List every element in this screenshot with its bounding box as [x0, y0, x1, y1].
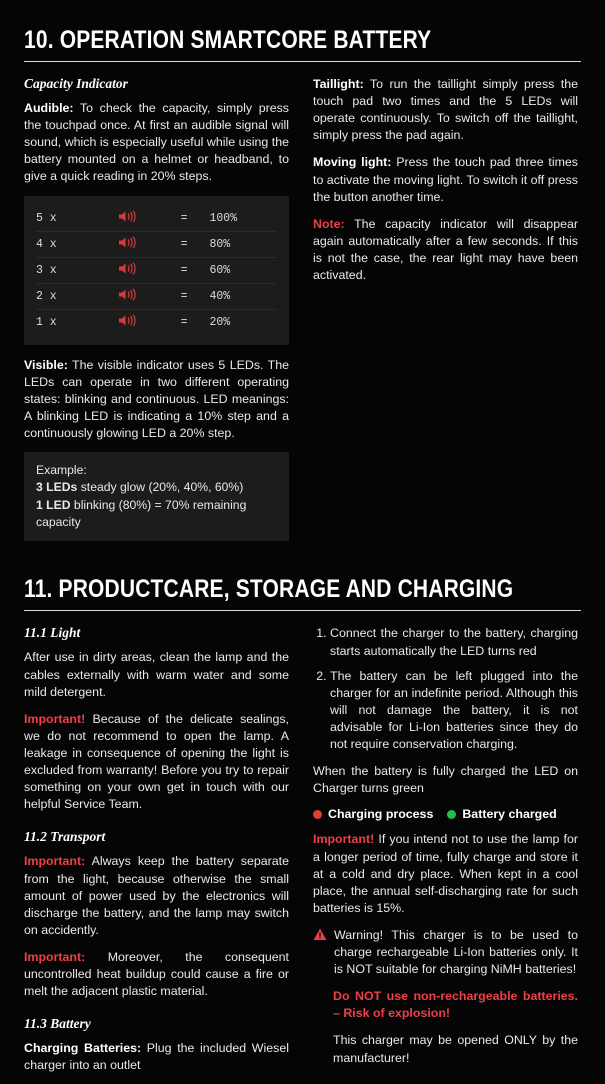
visible-label: Visible: [24, 357, 68, 372]
capacity-equals: = [181, 283, 210, 309]
taillight-paragraph [313, 76, 578, 144]
section-11-right-column [313, 625, 578, 1084]
charging-batteries-text: Plug the included Wiesel charger into an outlet [24, 1041, 289, 1073]
example-line-2 [36, 497, 277, 532]
charging-legend [313, 807, 578, 821]
example-line-2-bold: 1 LED [36, 497, 71, 512]
light-important-text: Because of the delicate sealings, we do not recommend to open the lamp. A leakage in consequence of opening the light is excluded from warranty! Before you try to repair something on your own get in touch with our helpful Service Team. [24, 711, 289, 812]
visible-text: The visible indicator uses 5 LEDs. The LEDs can operate in two different operating states: blinking and continuous. LED meanings: A blinking LED is indicating a 10% step and a continuously glowing LED a 20% step. [24, 357, 289, 440]
moving-light-text: Press the touch pad three times to activate the moving light. To switch it off press the button another time. [313, 155, 578, 204]
legend-item-charged [447, 807, 556, 821]
transport-important-2 [24, 949, 289, 1000]
light-paragraph-1: After use in dirty areas, clean the lamp and the cables externally with warm water and some mild detergent. [24, 650, 289, 699]
status-dot-red-icon [313, 810, 322, 819]
table-row [36, 206, 277, 232]
storage-important-paragraph [313, 831, 578, 917]
audible-paragraph [24, 100, 289, 186]
example-box [24, 452, 289, 541]
warning-text: Warning! This charger is to be used to charge rechargeable Li-Ion batteries only. It is NOT suitable for charging NiMH batteries! [334, 927, 578, 977]
capacity-table [36, 206, 277, 335]
speaker-icon [118, 231, 181, 257]
light-important-paragraph [24, 711, 289, 814]
light-important-label: Important! [24, 711, 86, 726]
capacity-value: 80% [210, 231, 278, 257]
section-11-columns [24, 625, 581, 1084]
transport-important-2-label: Important: [24, 949, 86, 964]
warning-block [313, 927, 578, 978]
capacity-equals: = [180, 315, 188, 329]
charging-batteries-paragraph [24, 1040, 289, 1074]
example-line-2-rest: blinking (80%) = 70% remaining capacity [36, 497, 247, 530]
capacity-count: 5 x [36, 206, 118, 232]
section-11-rule [24, 610, 581, 611]
section-10 [24, 26, 581, 62]
storage-important-label: Important! [313, 832, 375, 847]
status-dot-green-icon [447, 810, 456, 819]
document-page [0, 26, 605, 1073]
example-line-1-bold: 3 LEDs [36, 480, 78, 495]
speaker-icon [118, 283, 181, 309]
note-text: The capacity indicator will disappear again automatically after a few seconds. If this is not the case, the rear light may have been activated. [313, 216, 578, 283]
visible-paragraph [24, 357, 289, 443]
section-11-left-column [24, 625, 289, 1084]
transport-important-1-text: Always keep the battery separate from the light, because otherwise the small amount of power used by the electronics will discharge the battery, and the lamp may switch on accidently. [24, 854, 289, 937]
section-10-right-column [313, 76, 578, 541]
capacity-indicator-subtitle: Capacity Indicator [24, 76, 128, 91]
subsection-light-title: 11.1 Light [24, 625, 81, 641]
moving-light-label: Moving light: [313, 155, 392, 170]
capacity-count: 4 x [36, 231, 118, 257]
section-11-heading: 11. PRODUCTCARE, STORAGE AND CHARGING [24, 575, 514, 604]
legend-label-charging: Charging process [328, 807, 434, 822]
capacity-equals: = [181, 257, 210, 283]
legend-item-charging [313, 807, 433, 821]
note-label: Note: [313, 216, 345, 231]
speaker-icon [118, 257, 181, 283]
full-charge-paragraph: When the battery is fully charged the LED on Charger turns green [313, 764, 578, 796]
capacity-table-box [24, 196, 289, 345]
note-paragraph [313, 216, 578, 284]
list-item: 2. The battery can be left plugged into the charger for an indefinite period. Although this will not damage the battery, it is not advisable for Li-Ion batteries since they do not require conservation charging. [330, 668, 578, 754]
capacity-count: 2 x [36, 283, 118, 309]
legend-label-charged: Battery charged [462, 807, 557, 822]
capacity-count: 3 x [36, 257, 118, 283]
transport-important-1-label: Important: [24, 854, 86, 869]
manufacturer-only-text: This charger may be opened ONLY by the manufacturer! [333, 1033, 578, 1065]
section-10-columns [24, 76, 581, 541]
moving-light-paragraph [313, 154, 578, 205]
non-rechargeable-warning: Do NOT use non-rechargeable batteries. – Risk of explosion! [333, 989, 578, 1021]
section-11 [24, 575, 581, 611]
capacity-equals: = [181, 206, 210, 232]
warning-triangle-icon [313, 928, 327, 946]
charging-batteries-label: Charging Batteries: [24, 1041, 142, 1056]
capacity-value: 60% [210, 257, 278, 283]
example-title: Example: [36, 463, 87, 478]
list-item: 1. Connect the charger to the battery, charging starts automatically the LED turns red [330, 625, 578, 659]
transport-important-2-text: Moreover, the consequent uncontrolled heat buildup could cause a fire or melt the adjacent plastic material. [24, 949, 289, 999]
subsection-battery-title: 11.3 Battery [24, 1016, 91, 1032]
section-10-rule [24, 61, 581, 62]
speaker-icon [118, 309, 181, 335]
transport-important-1 [24, 853, 289, 939]
capacity-value: 20% [209, 315, 231, 329]
example-line-1-rest: steady glow (20%, 40%, 60%) [77, 480, 244, 495]
table-row [36, 257, 277, 283]
charging-steps-list [313, 625, 578, 753]
audible-label: Audible: [24, 101, 74, 115]
taillight-text: To run the taillight simply press the touch pad two times and the 5 LEDs will operate continuously. To switch off the taillight, simply press the pad again. [313, 77, 578, 143]
capacity-equals: = [181, 231, 210, 257]
section-10-left-column [24, 76, 289, 541]
subsection-transport-title: 11.2 Transport [24, 829, 106, 845]
capacity-count: 1 x [36, 315, 57, 329]
capacity-value: 40% [210, 283, 278, 309]
taillight-label: Taillight: [313, 77, 364, 91]
audible-text: To check the capacity, simply press the touchpad once. At first an audible signal will sound, which is especially useful while using the battery mounted on a helmet or headband, to give a quick reading in 20% steps. [24, 101, 289, 184]
speaker-icon [118, 206, 181, 232]
section-10-heading: 10. OPERATION SMARTCORE BATTERY [24, 26, 432, 54]
capacity-value: 100% [210, 206, 278, 232]
table-row [36, 283, 277, 309]
storage-important-text: If you intend not to use the lamp for a longer period of time, fully charge and store it at a cold and dry place. When kept in a cool place, the annual self-discharging rate for such batteries is 15%. [313, 832, 578, 915]
example-line-1 [36, 479, 277, 496]
table-row [36, 309, 277, 335]
table-row [36, 231, 277, 257]
